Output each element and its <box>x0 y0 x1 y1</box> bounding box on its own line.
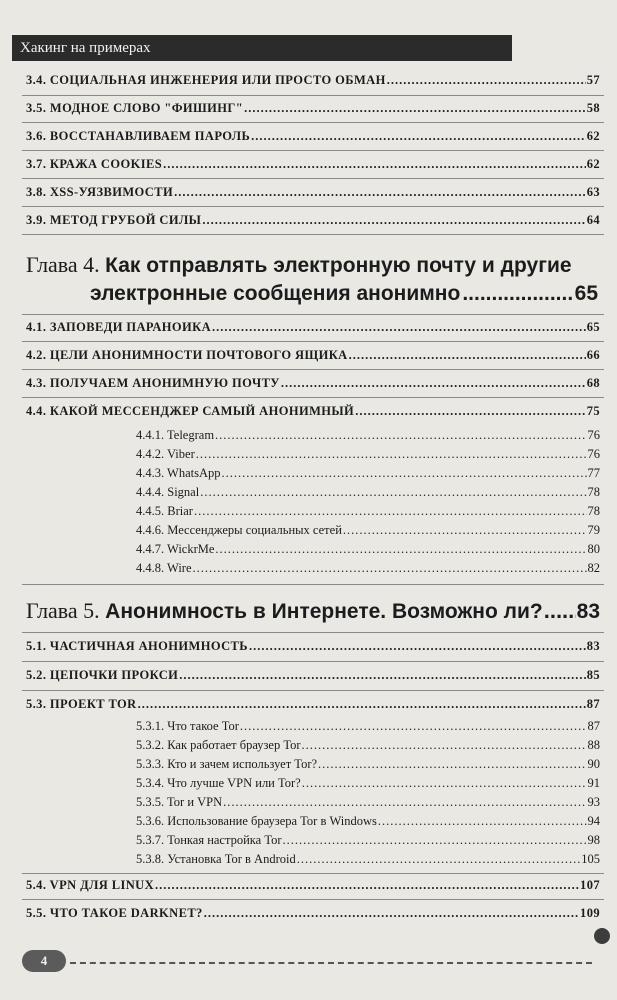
toc-entry-5-2[interactable] <box>26 668 600 683</box>
toc-subentry-label: 4.4.2. Viber <box>136 447 195 461</box>
toc-subentry-5-3-6[interactable] <box>136 814 600 829</box>
chapter-4-heading-line2[interactable] <box>90 282 598 306</box>
dot-leader <box>223 795 586 810</box>
divider <box>22 873 604 874</box>
toc-subentry-4-4-3[interactable] <box>136 466 600 481</box>
dot-leader <box>281 376 586 391</box>
toc-subentry-5-3-8[interactable] <box>136 852 600 867</box>
toc-entry-label: 3.8. XSS-УЯЗВИМОСТИ <box>26 185 174 199</box>
toc-page-number: 76 <box>587 447 600 461</box>
chapter-5-heading[interactable] <box>26 598 600 624</box>
toc-entry-3-9[interactable] <box>26 213 600 228</box>
toc-page-number: 87 <box>587 719 600 733</box>
toc-entry-5-5[interactable] <box>26 906 600 921</box>
footer-dashed-rule <box>70 962 592 964</box>
dot-leader <box>202 213 585 228</box>
divider <box>22 584 604 585</box>
divider <box>22 369 604 370</box>
dot-leader <box>204 906 579 921</box>
chapter-page-number: 65 <box>574 282 598 305</box>
toc-subentry-4-4-6[interactable] <box>136 523 600 538</box>
toc-entry-label: 3.7. КРАЖА COOKIES <box>26 157 163 171</box>
toc-subentry-label: 4.4.5. Briar <box>136 504 193 518</box>
toc-entry-label: 4.4. КАКОЙ МЕССЕНДЖЕР САМЫЙ АНОНИМНЫЙ <box>26 404 355 418</box>
toc-page-number: 79 <box>587 523 600 537</box>
toc-entry-label: 5.5. ЧТО ТАКОЕ DARKNET? <box>26 906 203 920</box>
dot-leader <box>200 485 586 500</box>
toc-subentry-label: 4.4.1. Telegram <box>136 428 215 442</box>
dot-leader <box>297 852 581 867</box>
toc-subentry-4-4-4[interactable] <box>136 485 600 500</box>
toc-subentry-label: 4.4.3. WhatsApp <box>136 466 221 480</box>
toc-subentry-label: 4.4.4. Signal <box>136 485 200 499</box>
dot-leader <box>343 523 587 538</box>
toc-subentry-label: 4.4.8. Wire <box>136 561 192 575</box>
chapter-page-number: 83 <box>576 600 600 623</box>
toc-entry-4-2[interactable] <box>26 348 600 363</box>
toc-subentry-5-3-4[interactable] <box>136 776 600 791</box>
toc-entry-5-4[interactable] <box>26 878 600 893</box>
toc-page-number: 109 <box>580 906 600 920</box>
toc-page-number: 62 <box>586 129 600 143</box>
toc-page-number: 62 <box>586 157 600 171</box>
toc-entry-label: 5.1. ЧАСТИЧНАЯ АНОНИМНОСТЬ <box>26 639 248 653</box>
toc-page-number: 57 <box>586 73 600 87</box>
divider <box>22 397 604 398</box>
toc-entry-label: 4.3. ПОЛУЧАЕМ АНОНИМНУЮ ПОЧТУ <box>26 376 280 390</box>
toc-subentry-label: 5.3.5. Tor и VPN <box>136 795 223 809</box>
toc-page-number: 64 <box>586 213 600 227</box>
dot-leader <box>302 776 587 791</box>
toc-subentry-label: 5.3.6. Использование браузера Tor в Windows <box>136 814 377 828</box>
toc-subentry-5-3-7[interactable] <box>136 833 600 848</box>
toc-subentry-label: 4.4.7. WickrMe <box>136 542 215 556</box>
toc-page-number: 83 <box>586 639 600 653</box>
toc-entry-4-4[interactable] <box>26 404 600 419</box>
dot-leader <box>155 878 579 893</box>
toc-page-number: 91 <box>587 776 600 790</box>
running-header: Хакинг на примерах <box>12 35 512 61</box>
toc-page-number: 77 <box>587 466 600 480</box>
toc-page-number: 82 <box>587 561 600 575</box>
chapter-prefix: Глава 4. <box>26 252 100 277</box>
toc-entry-3-6[interactable] <box>26 129 600 144</box>
toc-page-number: 66 <box>586 348 600 362</box>
toc-entry-label: 4.2. ЦЕЛИ АНОНИМНОСТИ ПОЧТОВОГО ЯЩИКА <box>26 348 348 362</box>
dot-leader <box>193 561 587 576</box>
divider <box>22 314 604 315</box>
divider <box>22 178 604 179</box>
toc-subentry-4-4-1[interactable] <box>136 428 600 443</box>
dot-leader <box>378 814 587 829</box>
toc-entry-label: 5.3. ПРОЕКТ TOR <box>26 697 137 711</box>
divider <box>22 150 604 151</box>
toc-page-number: 88 <box>587 738 600 752</box>
dot-leader <box>196 447 587 462</box>
toc-entry-3-7[interactable] <box>26 157 600 172</box>
divider <box>22 122 604 123</box>
toc-page-number: 75 <box>586 404 600 418</box>
toc-entry-5-1[interactable] <box>26 639 600 654</box>
dot-leader <box>240 719 587 734</box>
toc-entry-3-5[interactable] <box>26 101 600 116</box>
divider <box>22 632 604 633</box>
dot-leader <box>215 542 586 557</box>
divider <box>22 341 604 342</box>
toc-page-number: 58 <box>586 101 600 115</box>
toc-page-number: 78 <box>587 504 600 518</box>
toc-page-number: 78 <box>587 485 600 499</box>
toc-subentry-5-3-3[interactable] <box>136 757 600 772</box>
toc-subentry-5-3-2[interactable] <box>136 738 600 753</box>
toc-page-number: 90 <box>587 757 600 771</box>
dot-leader <box>212 320 586 335</box>
chapter-prefix: Глава 5. <box>26 598 100 623</box>
toc-entry-label: 3.6. ВОССТАНАВЛИВАЕМ ПАРОЛЬ <box>26 129 251 143</box>
toc-page-number: 63 <box>586 185 600 199</box>
divider <box>22 690 604 691</box>
toc-subentry-4-4-5[interactable] <box>136 504 600 519</box>
toc-subentry-4-4-2[interactable] <box>136 447 600 462</box>
toc-subentry-label: 5.3.8. Установка Tor в Android <box>136 852 296 866</box>
dot-leader <box>249 639 586 654</box>
divider <box>22 899 604 900</box>
page-number-badge: 4 <box>22 950 66 972</box>
toc-entry-3-8[interactable] <box>26 185 600 200</box>
dot-leader <box>349 348 586 363</box>
toc-entry-3-4[interactable] <box>26 73 600 88</box>
chapter-title-line1: Как отправлять электронную почту и другие <box>105 254 572 277</box>
toc-page-number: 85 <box>586 668 600 682</box>
dot-leader <box>544 598 576 624</box>
toc-entry-4-3[interactable] <box>26 376 600 391</box>
toc-page-number: 65 <box>586 320 600 334</box>
toc-entry-label: 5.2. ЦЕПОЧКИ ПРОКСИ <box>26 668 179 682</box>
toc-page-number: 107 <box>580 878 600 892</box>
toc-page-number: 76 <box>587 428 600 442</box>
dot-leader <box>283 833 587 848</box>
divider <box>22 206 604 207</box>
divider <box>22 234 604 235</box>
toc-page-number: 105 <box>581 852 600 866</box>
dot-leader <box>179 668 585 683</box>
dot-leader <box>174 185 586 200</box>
chapter-title: Анонимность в Интернете. Возможно ли? <box>105 600 543 623</box>
toc-entry-label: 3.5. МОДНОЕ СЛОВО "ФИШИНГ" <box>26 101 244 115</box>
toc-subentry-5-3-5[interactable] <box>136 795 600 810</box>
toc-subentry-label: 5.3.2. Как работает браузер Tor <box>136 738 301 752</box>
decorative-dot <box>594 928 610 944</box>
chapter-4-heading[interactable] <box>26 250 600 281</box>
toc-page-number: 94 <box>587 814 600 828</box>
dot-leader <box>387 73 586 88</box>
divider <box>22 661 604 662</box>
toc-page-number: 80 <box>587 542 600 556</box>
dot-leader <box>462 282 572 306</box>
toc-subentry-5-3-1[interactable] <box>136 719 600 734</box>
toc-page-number: 98 <box>587 833 600 847</box>
toc-subentry-4-4-8[interactable] <box>136 561 600 576</box>
divider <box>22 95 604 96</box>
dot-leader <box>318 757 586 772</box>
dot-leader <box>355 404 586 419</box>
toc-subentry-label: 5.3.3. Кто и зачем использует Tor? <box>136 757 318 771</box>
chapter-title-line2: электронные сообщения анонимно <box>90 282 461 305</box>
toc-entry-4-1[interactable] <box>26 320 600 335</box>
toc-page-number: 93 <box>587 795 600 809</box>
toc-subentry-label: 5.3.4. Что лучше VPN или Tor? <box>136 776 301 790</box>
dot-leader <box>215 428 586 443</box>
toc-entry-label: 5.4. VPN ДЛЯ LINUX <box>26 878 155 892</box>
toc-entry-label: 3.4. СОЦИАЛЬНАЯ ИНЖЕНЕРИЯ ИЛИ ПРОСТО ОБМАН <box>26 73 386 87</box>
dot-leader <box>138 697 586 712</box>
toc-page-number: 68 <box>586 376 600 390</box>
toc-entry-label: 3.9. МЕТОД ГРУБОЙ СИЛЫ <box>26 213 202 227</box>
toc-subentry-label: 5.3.1. Что такое Tor <box>136 719 239 733</box>
toc-entry-5-3[interactable] <box>26 697 600 712</box>
toc-subentry-label: 5.3.7. Тонкая настройка Tor <box>136 833 282 847</box>
dot-leader <box>222 466 587 481</box>
toc-entry-label: 4.1. ЗАПОВЕДИ ПАРАНОИКА <box>26 320 212 334</box>
dot-leader <box>302 738 587 753</box>
toc-subentry-4-4-7[interactable] <box>136 542 600 557</box>
dot-leader <box>244 101 586 116</box>
dot-leader <box>163 157 586 172</box>
toc-page-number: 87 <box>586 697 600 711</box>
toc-subentry-label: 4.4.6. Мессенджеры социальных сетей <box>136 523 342 537</box>
dot-leader <box>251 129 586 144</box>
dot-leader <box>194 504 587 519</box>
